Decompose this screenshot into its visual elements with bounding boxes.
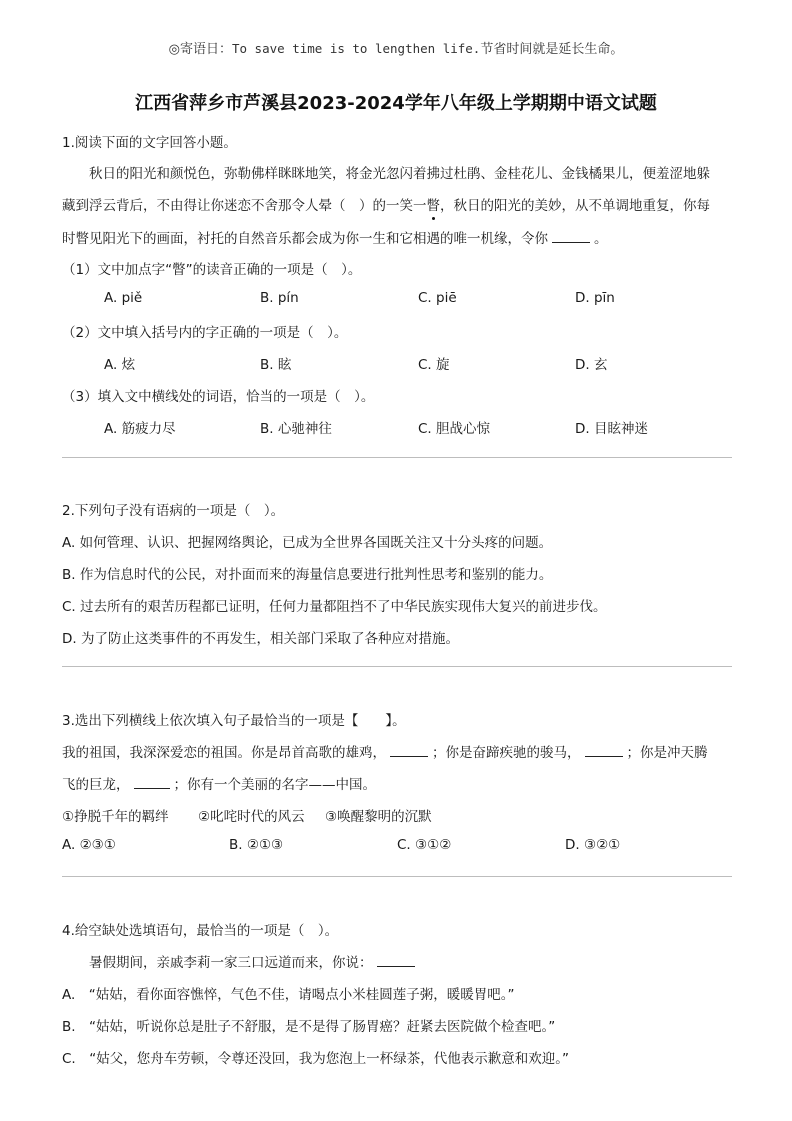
- q1-answer-blank: [552, 230, 590, 243]
- q1-passage-line-2: [62, 194, 710, 214]
- q3-line-1-a: 我的祖国，我深深爱恋的祖国。你是昂首高歌的雄鸡，: [62, 745, 386, 761]
- q1-passage-line-1: 秋日的阳光和颜悦色，弥勒佛样眯眯地笑，将金光忽闪着拂过杜鹃、金桂花儿、金钱橘果儿，便羞涩地躲: [89, 166, 710, 182]
- q1-sub1-option-c[interactable]: C. piē: [418, 290, 457, 306]
- q1-sub3-prompt: （3）填入文中横线处的词语，恰当的一项是（ ）。: [62, 389, 375, 405]
- q1-passage-line-2-b: ，秋日的阳光的美妙，从不单调地重复，你每: [440, 198, 710, 214]
- q3-line-1: [62, 741, 708, 761]
- q3-line-1-b: ；你是奋蹄疾驰的骏马，: [432, 745, 581, 761]
- q1-sub2-prompt: （2）文中填入括号内的字正确的一项是（ ）。: [62, 325, 348, 341]
- motto-prefix: ◎寄语日：: [168, 42, 232, 57]
- q1-sub1-prompt: （1）文中加点字“瞥”的读音正确的一项是（ ）。: [62, 262, 362, 278]
- q1-sub1-option-a[interactable]: A. piě: [104, 290, 143, 306]
- q1-passage-line-3: [62, 227, 608, 247]
- q1-sub1-option-d[interactable]: D. pīn: [575, 290, 615, 306]
- q1-sub2-option-b[interactable]: B. 眩: [260, 357, 292, 373]
- q4-option-b[interactable]: B. “姑姑，听说你总是肚子不舒服，是不是得了肠胃癌？赶紧去医院做个检查吧。”: [62, 1019, 556, 1035]
- q1-dotted-char: 瞥: [426, 198, 440, 214]
- motto-chinese: 节省时间就是延长生命。: [480, 42, 624, 57]
- q3-option-d[interactable]: D. ③②①: [565, 837, 621, 853]
- q1-sub2-option-a[interactable]: A. 炫: [104, 357, 136, 373]
- q2-option-c[interactable]: C. 过去所有的艰苦历程都已证明，任何力量都阻挡不了中华民族实现伟大复兴的前进步伐。: [62, 599, 607, 615]
- q3-option-b[interactable]: B. ②①③: [229, 837, 284, 853]
- q3-line-2-a: 飞的巨龙，: [62, 777, 130, 793]
- q4-blank: [377, 954, 415, 967]
- q1-passage-line-3-end: 。: [594, 231, 608, 247]
- q1-sub3-option-c[interactable]: C. 胆战心惊: [418, 421, 491, 437]
- q3-blank-2: [585, 744, 623, 757]
- q3-line-1-c: ；你是冲天腾: [626, 745, 708, 761]
- divider: [62, 666, 732, 667]
- q4-option-c[interactable]: C. “姑父，您舟车劳顿，令尊还没回，我为您泡上一杯绿茶，代他表示歉意和欢迎。”: [62, 1051, 569, 1067]
- q3-blank-3: [134, 776, 170, 789]
- q3-stem: 3.选出下列横线上依次填入句子最恰当的一项是【 】。: [62, 713, 406, 729]
- q1-sub1-option-b[interactable]: B. pín: [260, 290, 299, 306]
- q2-option-b[interactable]: B. 作为信息时代的公民，对扑面而来的海量信息要进行批判性思考和鉴别的能力。: [62, 567, 553, 583]
- divider: [62, 457, 732, 458]
- q4-context-text: 暑假期间，亲戚李莉一家三口远道而来，你说：: [89, 955, 373, 971]
- q1-sub2-option-d[interactable]: D. 玄: [575, 357, 608, 373]
- q1-sub3-option-b[interactable]: B. 心驰神往: [260, 421, 332, 437]
- q1-stem: 1.阅读下面的文字回答小题。: [62, 135, 237, 151]
- q4-context: [89, 951, 419, 971]
- q3-phrase-3: ③唤醒黎明的沉默: [325, 809, 432, 825]
- q1-passage-line-2-a: 藏到浮云背后，不由得让你迷恋不舍那令人晕（ ）的一笑一: [62, 198, 427, 214]
- motto-english: To save time is to lengthen life.: [231, 41, 481, 56]
- q1-sub3-option-a[interactable]: A. 筋疲力尽: [104, 421, 176, 437]
- q3-phrase-1: ①挣脱千年的羁绊: [62, 809, 169, 825]
- q1-sub3-option-d[interactable]: D. 目眩神迷: [575, 421, 648, 437]
- page-title: 江西省萍乡市芦溪县2023-2024学年八年级上学期期中语文试题: [135, 93, 657, 114]
- divider: [62, 876, 732, 877]
- q2-option-a[interactable]: A. 如何管理、认识、把握网络舆论，已成为全世界各国既关注又十分头疼的问题。: [62, 535, 553, 551]
- q3-blank-1: [390, 744, 428, 757]
- q3-option-c[interactable]: C. ③①②: [397, 837, 452, 853]
- motto-line: [0, 38, 792, 57]
- q4-stem: 4.给空缺处选填语句，最恰当的一项是（ ）。: [62, 923, 339, 939]
- q3-option-a[interactable]: A. ②③①: [62, 837, 116, 853]
- q2-stem: 2.下列句子没有语病的一项是（ ）。: [62, 503, 285, 519]
- q1-sub2-option-c[interactable]: C. 旋: [418, 357, 450, 373]
- q4-option-a[interactable]: A. “姑姑，看你面容憔悴，气色不佳，请喝点小米桂圆莲子粥，暖暖胃吧。”: [62, 987, 515, 1003]
- q3-line-2-b: ；你有一个美丽的名字——中国。: [173, 777, 376, 793]
- q3-line-2: [62, 773, 376, 793]
- q1-passage-line-3-text: 时瞥见阳光下的画面，衬托的自然音乐都会成为你一生和它相遇的唯一机缘，令你: [62, 231, 548, 247]
- q3-phrase-2: ②叱咤时代的风云: [198, 809, 305, 825]
- q2-option-d[interactable]: D. 为了防止这类事件的不再发生，相关部门采取了各种应对措施。: [62, 631, 459, 647]
